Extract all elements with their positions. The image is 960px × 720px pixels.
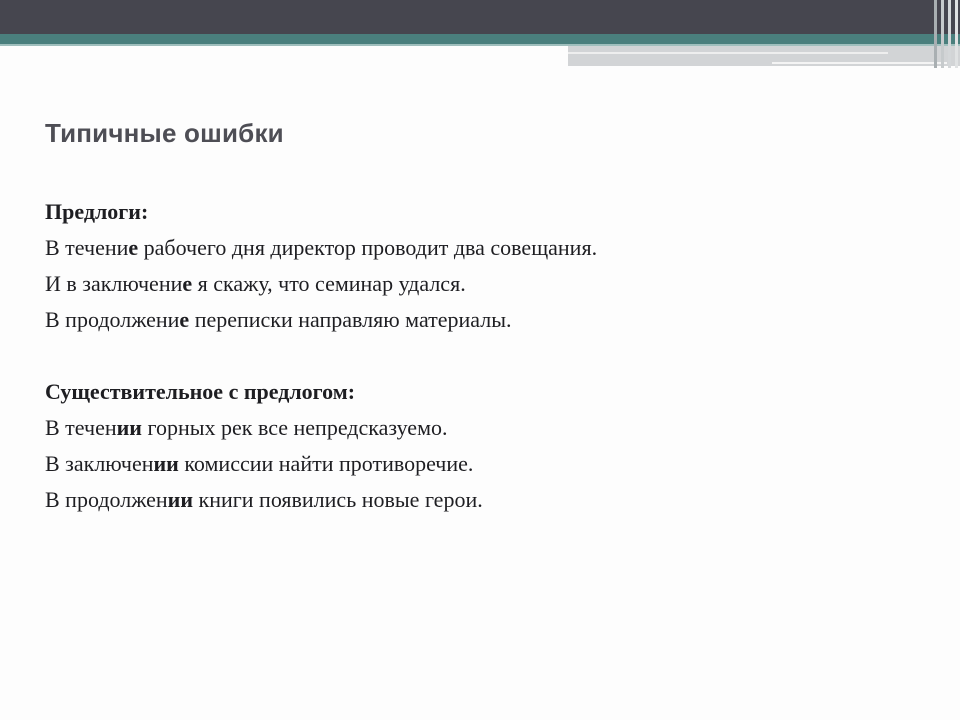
- example-ending: ии: [153, 451, 179, 476]
- example-text: рабочего дня директор проводит два совещания.: [138, 235, 598, 260]
- prepositions-section: [45, 194, 905, 338]
- example-line: [45, 302, 905, 338]
- example-text: комиссии найти противоречие.: [178, 451, 474, 476]
- section-heading: Существительное с предлогом:: [45, 379, 356, 404]
- example-ending: е: [182, 271, 193, 296]
- slide-title: Типичные ошибки: [45, 118, 284, 148]
- header-band-dark: [0, 0, 960, 34]
- example-line: [45, 410, 905, 446]
- header-decor-line: [568, 52, 888, 54]
- example-line: [45, 266, 905, 302]
- example-text: В течени: [45, 235, 129, 260]
- corner-bar: [934, 0, 937, 68]
- example-line: [45, 446, 905, 482]
- example-text: горных рек все непредсказуемо.: [141, 415, 448, 440]
- example-text: В продолжени: [45, 307, 180, 332]
- corner-decor-bars: [930, 0, 960, 68]
- example-line: [45, 230, 905, 266]
- noun-with-preposition-section: [45, 374, 905, 518]
- corner-bar: [955, 0, 958, 68]
- section-heading: Предлоги:: [45, 199, 149, 224]
- example-text: В заключен: [45, 451, 154, 476]
- example-text: книги появились новые герои.: [193, 487, 483, 512]
- example-ending: е: [128, 235, 139, 260]
- example-text: И в заключени: [45, 271, 183, 296]
- example-text: В продолжен: [45, 487, 168, 512]
- header-band-teal: [0, 34, 960, 44]
- example-text: я скажу, что семинар удался.: [192, 271, 466, 296]
- corner-bar: [941, 0, 944, 68]
- example-text: В течен: [45, 415, 117, 440]
- example-ending: е: [179, 307, 190, 332]
- example-ending: ии: [167, 487, 194, 512]
- example-ending: ии: [116, 415, 142, 440]
- example-text: переписки направляю материалы.: [189, 307, 512, 332]
- example-line: [45, 482, 905, 518]
- header-decor-line: [772, 62, 947, 64]
- corner-bar: [948, 0, 951, 68]
